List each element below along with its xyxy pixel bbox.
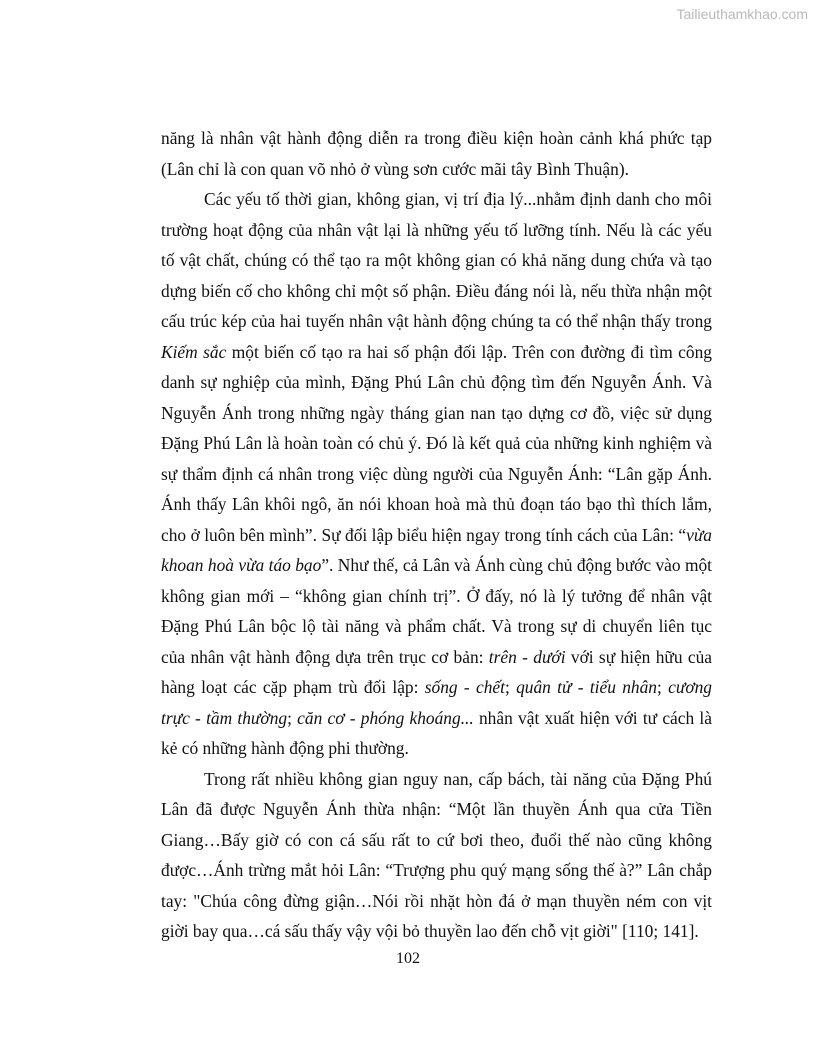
text-run: năng là nhân vật hành động diễn ra trong điều kiện hoàn cảnh khá phức tạp (Lân chỉ là con quan võ nhỏ ở vùng sơn cước mãi tây Bình Thuận). [161,128,712,179]
paragraph-3 [161,764,712,947]
text-run: một biến cố tạo ra hai số phận đối lập. Trên con đường đi tìm công danh sự nghiệp của mình, Đặng Phú Lân chủ động tìm đến Nguyễn Ánh. Và Nguyễn Ánh trong những ngày tháng gian nan tạo dựng cơ đồ, việc sử dụng Đặng Phú Lân là hoàn toàn có chủ ý. Đó là kết quả của những kinh nghiệm và sự thẩm định cá nhân trong việc dùng người của Nguyễn Ánh: “Lân gặp Ánh. Ánh thấy Lân khôi ngô, ăn nói khoan hoà mà thủ đoạn táo bạo thì thích lắm, cho ở luôn bên mình”. Sự đối lập biểu hiện ngay trong tính cách của Lân: “ [161,341,712,545]
italic-text-run: vừa khoan hoà vừa táo bạo [161,524,712,575]
text-run: ; [656,677,669,697]
watermark: Tailieuthamkhao.com [676,6,808,22]
text-run: với sự hiện hữu của hàng loạt các cặp phạm trù đối lập: [161,646,712,697]
italic-text-run: trên - dưới [488,646,566,667]
italic-text-run: sống - chết [424,677,505,697]
paragraph-1 [161,123,712,184]
italic-text-run: quân tử - tiểu nhân [516,677,657,697]
page-number: 102 [396,950,420,967]
italic-text-run: căn cơ - phóng khoáng... [297,707,474,728]
text-run: ; [287,707,298,728]
document-body [161,123,712,947]
italic-text-run: cương trực - tầm thường [161,677,712,728]
text-run: Trong rất nhiều không gian nguy nan, cấp bách, tài năng của Đặng Phú Lân đã được Nguyễn Ánh thừa nhận: “Một lần thuyền Ánh qua cửa Tiền Giang…Bấy giờ có con cá sấu rất to cứ bơi theo, đuổi thế nào cũng không được…Ánh trừng mắt hỏi Lân: “Trượng phu quý mạng sống thế à?” Lân chắp tay: "Chúa công đừng giận…Nói rồi nhặt hòn đá ở mạn thuyền ném con vịt giời bay qua…cá sấu thấy vậy vội bỏ thuyền lao đến chỗ vịt giời" [110; 141]. [161,768,712,941]
text-run: nhân vật xuất hiện với tư cách là kẻ có những hành động phi thường. [161,707,712,758]
italic-text-run: Kiếm sắc [161,341,227,362]
text-run: ”. Như thế, cả Lân và Ánh cùng chủ động bước vào một không gian mới – “không gian chính trị”. Ở đấy, nó là lý tưởng để nhân vật Đặng Phú Lân bộc lộ tài năng và phẩm chất. Và trong sự di chuyển liên tục của nhân vật hành động dựa trên trục cơ bản: [161,555,712,667]
paragraph-2 [161,184,712,764]
text-run: ; [504,677,517,697]
text-run: Các yếu tố thời gian, không gian, vị trí địa lý...nhằm định danh cho môi trường hoạt động của nhân vật lại là những yếu tố lưỡng tính. Nếu là các yếu tố vật chất, chúng có thể tạo ra một không gian có khả năng dung chứa và tạo dựng biến cố cho không chỉ một số phận. Điều đáng nói là, nếu thừa nhận một cấu trúc kép của hai tuyến nhân vật hành động chúng ta có thể nhận thấy trong [161,189,712,331]
